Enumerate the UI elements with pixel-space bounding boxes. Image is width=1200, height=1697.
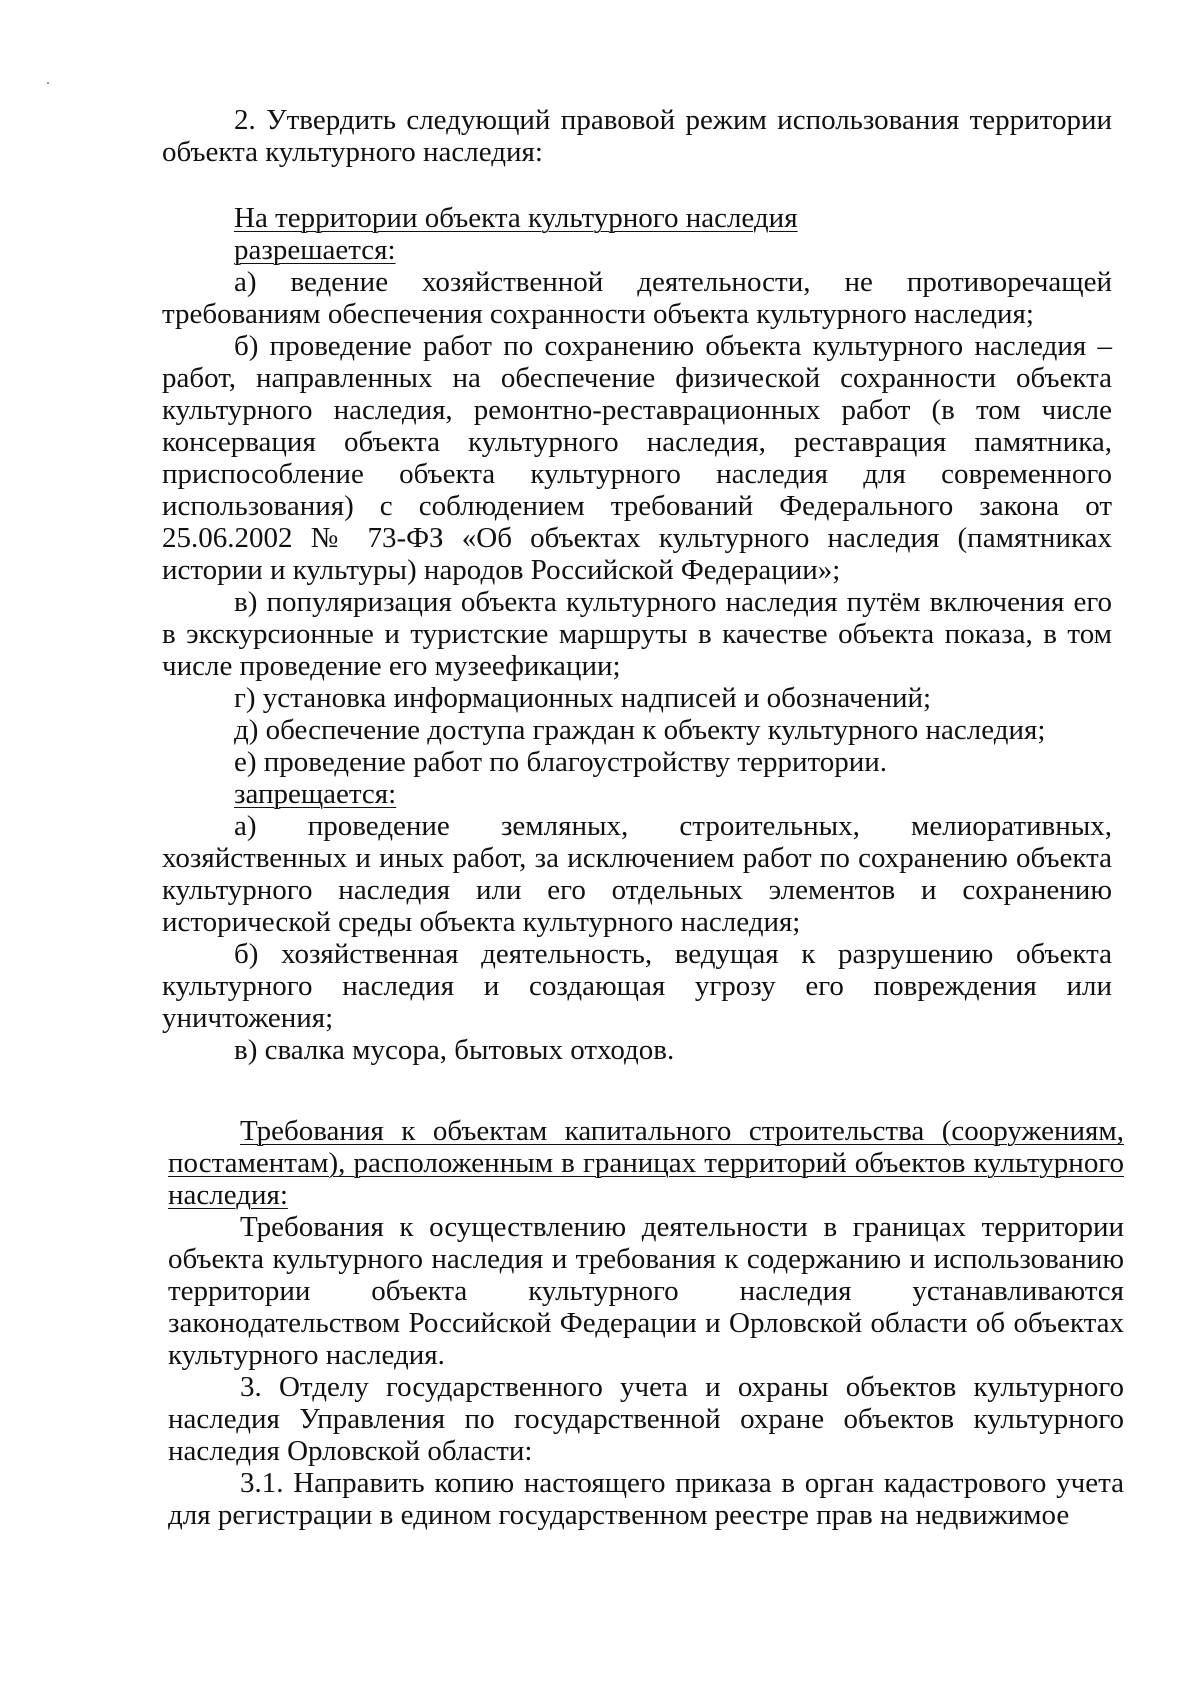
scan-speck — [47, 82, 49, 84]
requirements-text: Требования к осуществлению деятельности в границах территории объекта культурного наследия и требования к содержанию и использованию территории объекта культурного наследия устанавливаются законодательством Российской Федерации и Орловской области об объектах культурного наследия. — [168, 1211, 1124, 1371]
paragraph-2-intro: 2. Утвердить следующий правовой режим использования территории объекта культурного наследия: — [162, 104, 1112, 168]
allowed-item-d: д) обеспечение доступа граждан к объекту культурного наследия; — [234, 714, 1046, 746]
forbidden-heading: запрещается: — [234, 778, 397, 810]
requirements-section — [168, 1115, 1124, 1531]
forbidden-item-a: а) проведение земляных, строительных, мелиоративных, хозяйственных и иных работ, за исключением работ по сохранению объекта культурного наследия или его отдельных элементов и сохранению исторической среды объекта культурного наследия; — [162, 810, 1112, 938]
forbidden-item-v: в) свалка мусора, бытовых отходов. — [234, 1034, 675, 1066]
paragraph-3-1: 3.1. Направить копию настоящего приказа в орган кадастрового учета для регистрации в едином государственном реестре прав на недвижимое — [168, 1467, 1124, 1531]
territory-heading: На территории объекта культурного наследия — [234, 202, 798, 234]
allowed-item-b: б) проведение работ по сохранению объекта культурного наследия – работ, направленных на обеспечение физической сохранности объекта культурного наследия, ремонтно-реставрационных работ (в том числе консервация объекта культурного наследия, реставрация памятника, приспособление объекта культурного наследия для современного использования) с соблюдением требований Федерального закона от 25.06.2002 № 73-ФЗ «Об объектах культурного наследия (памятниках истории и культуры) народов Российской Федерации»; — [162, 330, 1112, 586]
requirements-heading: Требования к объектам капитального строительства (сооружениям, постаментам), расположенным в границах территорий объектов культурного наследия: — [168, 1115, 1124, 1211]
allowed-heading: разрешается: — [234, 234, 396, 266]
legal-regime-section — [162, 104, 1112, 1066]
forbidden-item-b: б) хозяйственная деятельность, ведущая к разрушению объекта культурного наследия и создающая угрозу его повреждения или уничтожения; — [162, 938, 1112, 1034]
spacer — [162, 168, 1112, 202]
paragraph-3: 3. Отделу государственного учета и охраны объектов культурного наследия Управления по государственной охране объектов культурного наследия Орловской области: — [168, 1371, 1124, 1467]
allowed-item-v: в) популяризация объекта культурного наследия путём включения его в экскурсионные и туристские маршруты в качестве объекта показа, в том числе проведение его музеефикации; — [162, 586, 1112, 682]
allowed-item-e: е) проведение работ по благоустройству территории. — [234, 746, 888, 778]
allowed-item-g: г) установка информационных надписей и обозначений; — [234, 682, 932, 714]
allowed-item-a: а) ведение хозяйственной деятельности, не противоречащей требованиям обеспечения сохранности объекта культурного наследия; — [162, 266, 1112, 330]
